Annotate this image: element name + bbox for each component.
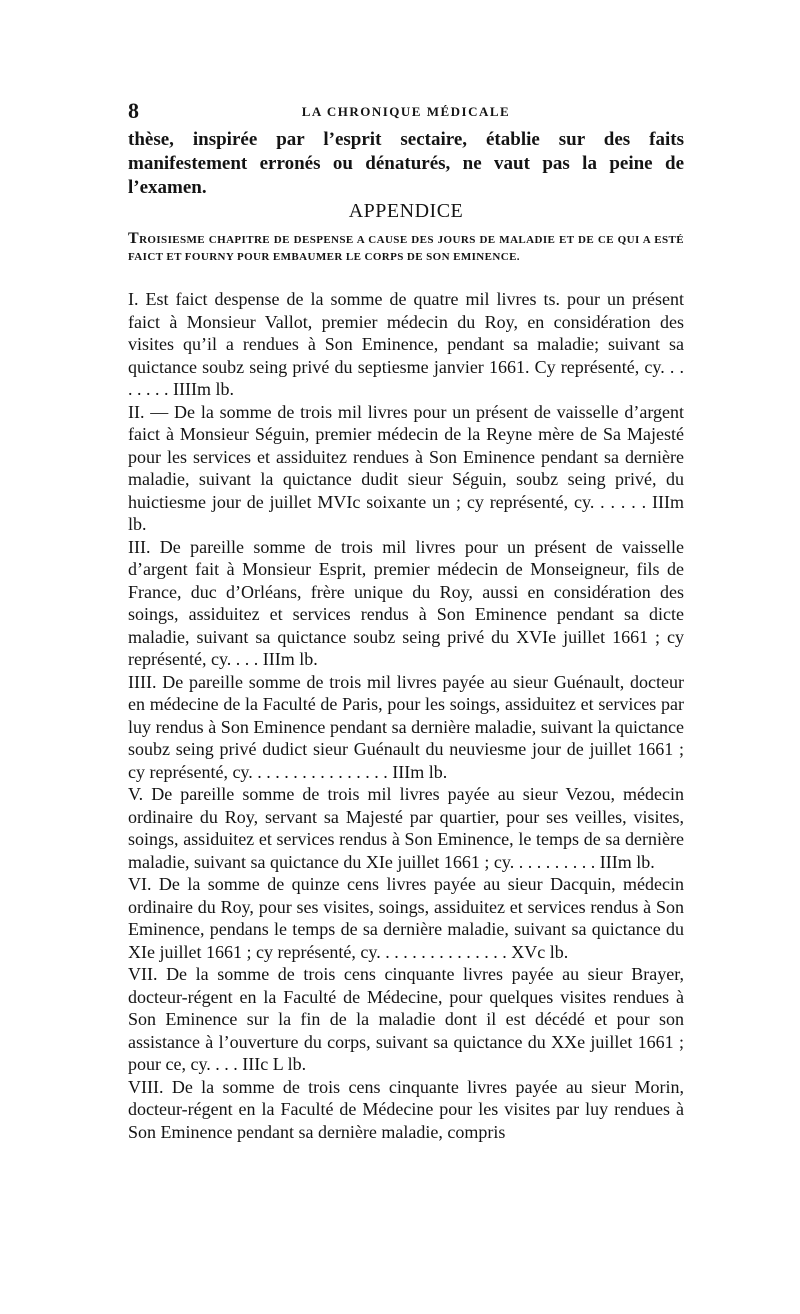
entry-1: I. Est faict despense de la somme de quatre mil livres ts. pour un présent faict à Monsieur Vallot, premier médecin du Roy, en considération des visites qu’il a rendues à Son Eminence, pendant sa maladie; suivant sa quictance soubz seing privé du septiesme janvier 1661. Cy représenté, cy. . . . . . . . IIIIm lb. xyxy=(128,289,684,399)
entry-8: VIII. De la somme de trois cens cinquante livres payée au sieur Morin, docteur-régent en la Faculté de Médecine pour les visites par luy rendues à Son Eminence pendant sa dernière maladie, compris xyxy=(128,1076,684,1142)
page-header xyxy=(128,98,684,128)
running-head: LA CHRONIQUE MÉDICALE xyxy=(301,104,511,119)
appendix-title: APPENDICE xyxy=(348,200,464,222)
entry-5: V. De pareille somme de trois mil livres payée au sieur Vezou, médecin ordinaire du Roy, servant sa Majesté par quartier, pour ses veilles, visites, soings, assiduitez et services rendus à Son Eminence, le temps de sa dernière maladie, suivant sa quictance du XIe juillet 1661 ; cy. . . . . . . . . . IIIm lb. xyxy=(128,784,684,872)
entry-7: VII. De la somme de trois cens cinquante livres payée au sieur Brayer, docteur-régent en la Faculté de Médecine, pour quelques visites rendues à Son Eminence sur la fin de la maladie dont il est décédé et pour son assistance à l’ouverture du corps, suivant sa quictance du XXe juillet 1661 ; pour ce, cy. . . . IIIc L lb. xyxy=(128,964,684,1074)
appendix-subtitle xyxy=(128,230,684,266)
entry-2: II. — De la somme de trois mil livres pour un présent de vaisselle d’argent faict à Monsieur Séguin, premier médecin de la Reyne mère de Sa Majesté pour les services et assiduitez rendues à Son Eminence pendant sa dernière maladie, suivant la quictance dudit sieur Séguin, soubz seing privé, du huictiesme jour de juillet MVIc soixante un ; cy représenté, cy. . . . . . IIIm lb. xyxy=(128,401,684,534)
subtitle-text: ROISIESME CHAPITRE DE DESPENSE A CAUSE DES JOURS DE MALADIE ET DE CE QUI A ESTÉ FAICT ET FOURNY POUR EMBAUMER LE CORPS DE SON EMINENCE. xyxy=(128,234,684,263)
entry-list xyxy=(128,288,684,1143)
intro-paragraph: thèse, inspirée par l’esprit sectaire, établie sur des faits manifestement erronés ou dénaturés, ne vaut pas la peine de l’examen. xyxy=(128,129,684,198)
entry-4: IIII. De pareille somme de trois mil livres payée au sieur Guénault, docteur en médecine de la Faculté de Paris, pour les soings, assiduitez et services par luy rendus à Son Eminence pendant sa dernière maladie, suivant la quictance soubz seing privé dudict sieur Guénault du neuviesme jour de juillet 1661 ; cy représenté, cy. . . . . . . . . . . . . . . . IIIm lb. xyxy=(128,671,684,782)
entry-6: VI. De la somme de quinze cens livres payée au sieur Dacquin, médecin ordinaire du Roy, pour ses visites, soings, assiduitez et services rendus à Son Eminence, pendans le temps de sa dernière maladie, suivant sa quictance du XIe juillet 1661 ; cy représenté, cy. . . . . . . . . . . . . . . XVc lb. xyxy=(128,874,684,962)
subtitle-initial: T xyxy=(128,230,140,247)
entry-3: III. De pareille somme de trois mil livres pour un présent de vaisselle d’argent fait à Monsieur Esprit, premier médecin de Monseigneur, fils de France, duc d’Orléans, frère unique du Roy, aussi en considération des soings, assiduitez et services rendus à Son Eminence pendant sa dicte maladie, suivant sa quictance soubz seing privé du XVIe juillet 1661 ; cy représenté, cy. . . . IIIm lb. xyxy=(128,536,684,669)
page-number: 8 xyxy=(128,98,139,123)
